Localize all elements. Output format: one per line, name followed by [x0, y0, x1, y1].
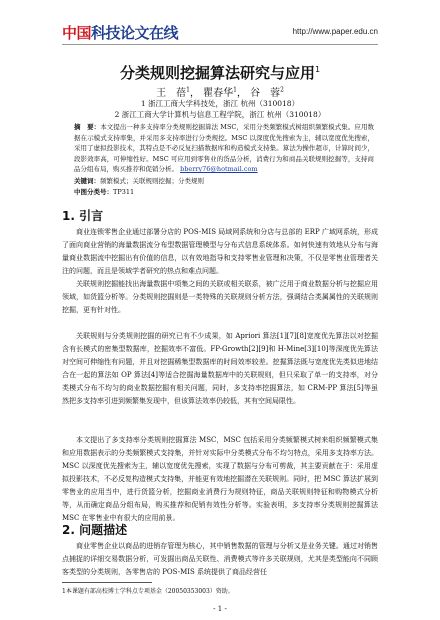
keywords-label: 关键词：: [74, 177, 100, 185]
keywords-text: 频繁模式；关联规则挖掘；分类规则: [100, 177, 204, 185]
site-url-link[interactable]: http://www.paper.edu.cn: [292, 27, 378, 36]
paragraph: 商业连锁零售企业通过部署分店的 POS-MIS 局域网系统和分店与总部的 ERP 广域网系统，形成了面向商业营销的海量数据流分布型数据管理模型与分布式信息系统体系。如何快速有效地从分布与海量商业数据流中挖掘出有价值的信息，以有效地指导和支持零售业管理和决策，不仅是零售业管理者关注的问题，而且是领域学者研究的热点和难点问题。: [62, 228, 378, 275]
footnote-divider: [62, 582, 152, 583]
section-title: 引言: [79, 209, 104, 223]
paper-title: [0, 62, 440, 83]
paper-title-text: 分类规则挖掘算法研究与应用: [119, 64, 315, 82]
author-name: 瞿春华: [203, 88, 234, 99]
author-affil-mark: 1: [233, 86, 237, 94]
paragraph: 本文提出了多支持率分类规则挖掘算法 MSC，MSC 包括采用分类频繁模式树来组织频繁模式集和应用数据表示的分类频繁模式支持集，并针对实际中分类模式分布不均匀特点，采用多支持率方法。MSC 以深度优先搜索为主，辅以宽度优先搜索，实现了数据与分布可剪裁，其主要贡献在于：采用虚拟投影技术，不必反复构造模式支持集，并能更有效地挖掘潜在关联规则。同时，把 MSC 算法扩展到零售业的应用当中，进行货篮分析，挖掘商业消费行为规则特征，商品关联规则特征和购物模式分析等，从而确定商品分组布局，购买推荐和促销有效性分析等。实验表明，多支持率分类规则挖掘算法 MSC 在零售业中有很大的应用前景。: [62, 436, 378, 522]
affiliation-2: 2 浙江工商大学计算机与信息工程学院，浙江 杭州（310018）: [114, 110, 326, 119]
section-title: 问题描述: [79, 523, 128, 537]
paragraph: 关联规则挖掘能找出海量数据中项集之间的关联或相关联系，被广泛用于商业数据分析与挖掘应用领域，如货篮分析等。分类规则挖掘则是一类特殊的关联规则分析方法，强调结合类属属性的关联规则挖掘，更有针对性。: [62, 280, 378, 314]
logo-text-sciencepaper: 科技论文在线: [91, 24, 179, 42]
logo-text-china: 中国: [62, 24, 92, 42]
author-affil-mark: 1: [186, 86, 190, 94]
section-heading-problem-description: [62, 521, 127, 538]
author-name: 谷 蓉: [250, 88, 281, 99]
header-divider: [62, 44, 378, 45]
abstract: [74, 122, 374, 175]
clc-label: 中图分类号：: [74, 188, 113, 196]
section-heading-introduction: [62, 207, 103, 224]
journal-header: [0, 0, 440, 44]
page-number: - 1 -: [213, 605, 227, 613]
footnote: 1本课题有部高校博士学科点专项基金（20050353003）资助。: [62, 588, 234, 595]
author-name: 王 蓓: [156, 88, 187, 99]
author-affil-mark: 2: [280, 86, 284, 94]
abstract-text: 本文提出一种多支持率分类规则挖掘算法 MSC，采用分类频繁模式树组织频繁模式集。应用数据在示模式支持率集，并采用多支持率进行分类规挖。MSC 以深度优先搜索为主，辅以宽度优先搜索，采用了虚拟投影技术，其特点是不必反复扫描数据库和构造模式支持集。算法为操作超市，计算时间少，段影效率高，可伸缩性好。MSC 可应用到零售业的货品分析，消费行为和商品关联规则挖掘等，支持商品分组布局，购买推荐和促销分析。: [74, 123, 374, 173]
paragraph: 商业零售企业以商品的进销存管理为核心，其中销售数据的管理与分析又是业务关键。通过对销售点捕捉的详细交易数据分析，可发掘出商品关联性、消费模式等许多关联规则，尤其是类型能向不同顾客类型的分类规则，各零售店的 POS-MIS 系统提供了商品经营任: [62, 542, 378, 576]
classification-number: [74, 187, 374, 198]
paragraph: 关联规则与分类规则挖掘的研究已有不少成果，如 Apriori 算法[1][7][8]宽度优先算法以对挖掘含有长模式的密集型数据库，挖掘效率不富低。FP-Growth[2][9]和 H-Mine[3][10]等深度优先算法对空间可伸缩性有问题，并且对挖掘稀集型数据库的时间效率较差。挖掘算法既与宽度优先类似进地结合在一起的算法如 OP 算法[4]等适合挖掘海量数据库中的关联规则，但只采取了单一的支持率，对分类模式分布不均匀的商业数据挖掘有相关问题，同时，多支持率挖掘算法，如 CRM-PP 算法[5]等虽然把多支持率引进到频繁集发现中，但该算法效率仍较低，其有空间局限性。: [62, 332, 378, 405]
author-list: 王 蓓$^1$， 瞿春华$^1$， 谷 蓉$^2$: [156, 86, 284, 99]
title-footnote-mark: 1: [314, 65, 321, 74]
keywords: [74, 176, 374, 187]
section-number: 1.: [62, 209, 75, 223]
site-logo[interactable]: [62, 22, 178, 43]
author-email-link[interactable]: bberry76@hotmail.com: [180, 165, 258, 173]
abstract-label: 摘 要：: [74, 123, 101, 131]
affiliation-1: 1 浙江工商大学科技处，浙江 杭州（310018）: [140, 99, 300, 108]
clc-value: TP311: [113, 188, 135, 196]
section-number: 2.: [62, 523, 75, 537]
